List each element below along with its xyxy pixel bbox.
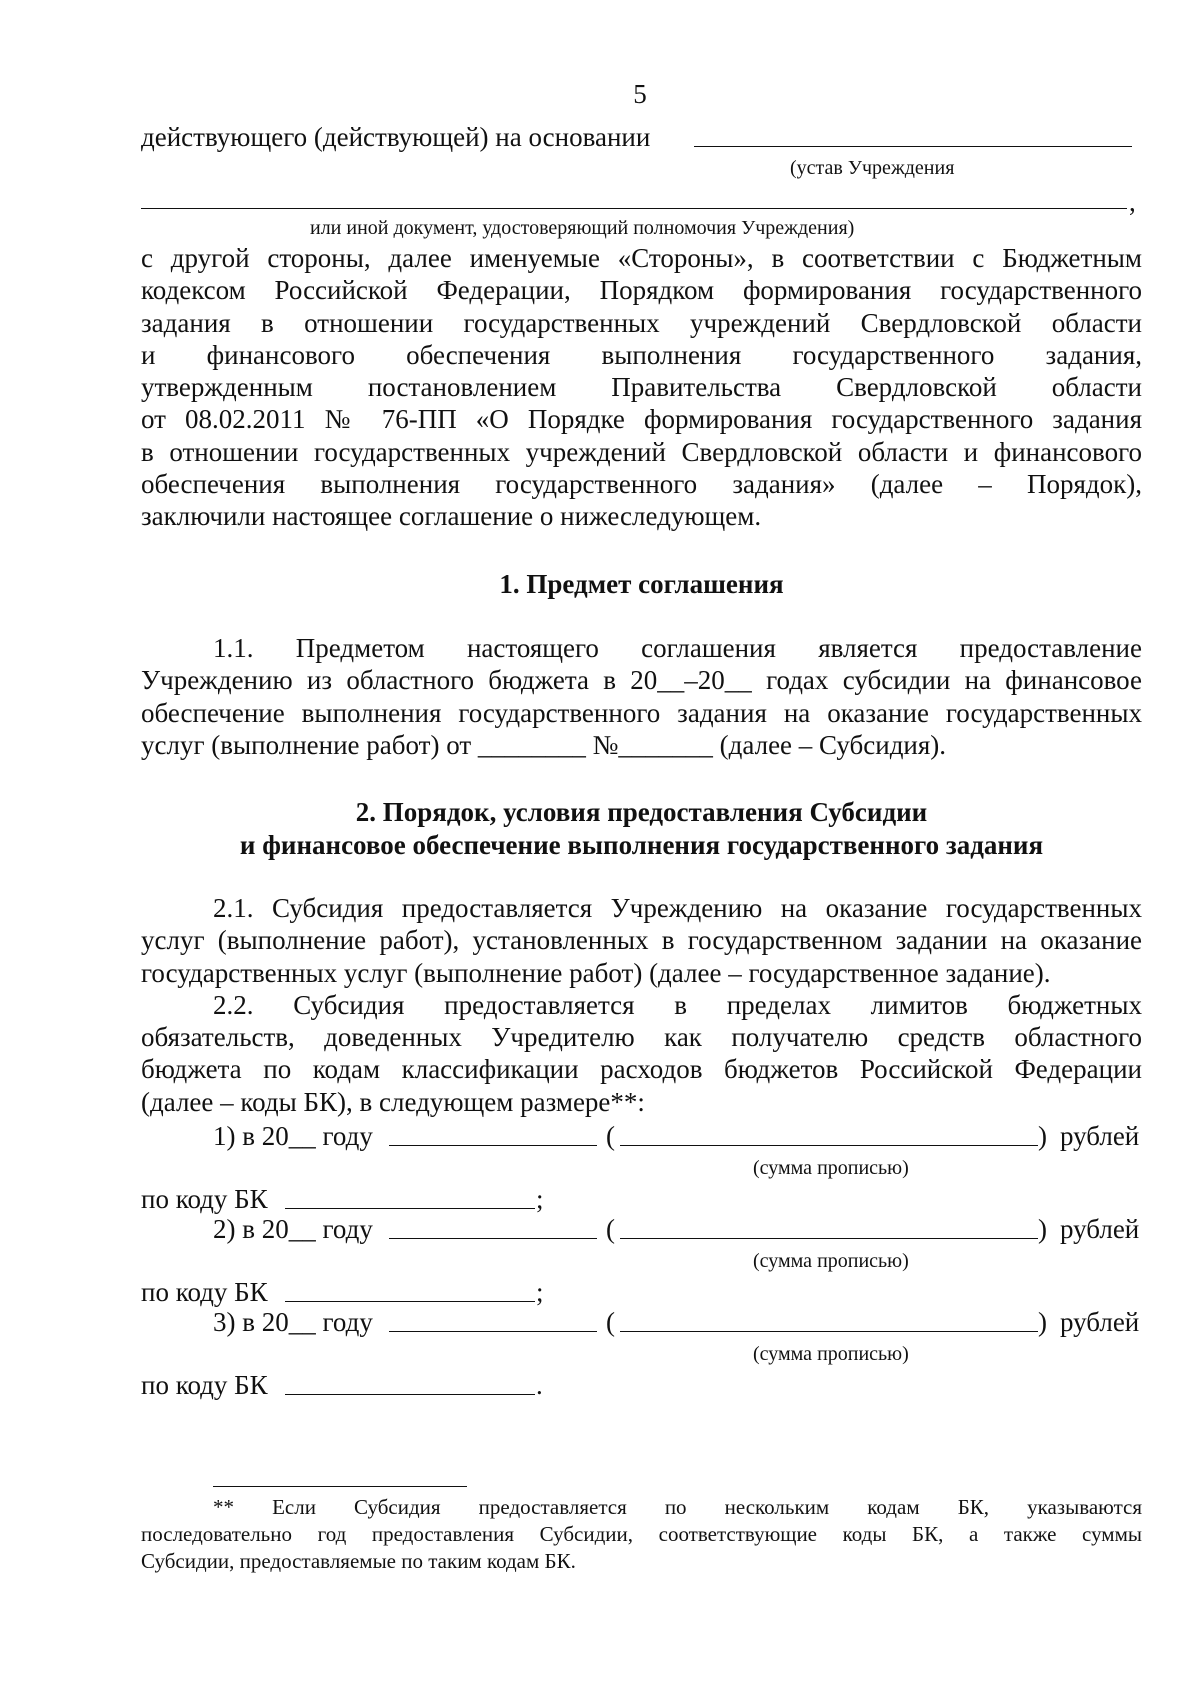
amount-words-blank-line: [620, 1145, 1038, 1146]
preamble-line: с другой стороны, далее именуемые «Стороны», в соответствии с Бюджетным: [141, 243, 1142, 273]
paren-close: ): [1038, 1307, 1047, 1337]
currency-label: рублей: [1060, 1214, 1140, 1244]
section-1-line: обеспечение выполнения государственного задания на оказание государственных: [141, 697, 1142, 728]
preamble-line: утвержденным постановлением Правительства Свердловской области: [141, 372, 1142, 403]
bk-code-blank-line: [285, 1208, 535, 1209]
paren-open: (: [606, 1214, 615, 1244]
page-number: 5: [633, 79, 647, 109]
preamble-line: заключили настоящее соглашение о нижеследующем.: [141, 501, 762, 532]
bk-line-end: ;: [536, 1277, 544, 1307]
caption-other-document: или иной документ, удостоверяющий полномочия Учреждения): [310, 217, 855, 239]
amount-words-blank-line: [620, 1331, 1038, 1332]
paren-close: ): [1038, 1214, 1047, 1244]
bk-code-blank-line: [285, 1301, 535, 1302]
caption-amount-words: (сумма прописью): [753, 1250, 909, 1272]
bk-line-end: ;: [536, 1184, 544, 1214]
footnote-line: ** Если Субсидия предоставляется по нескольким кодам БК, указываются: [213, 1495, 1142, 1519]
comma: ,: [1129, 187, 1136, 217]
caption-amount-words: (сумма прописью): [753, 1157, 909, 1179]
basis-blank-line: [694, 146, 1132, 147]
year-row-label: 1) в 20__ году: [213, 1121, 373, 1151]
bk-code-blank-line: [285, 1394, 535, 1395]
bk-code-label: по коду БК: [141, 1277, 268, 1307]
section-2-heading-line-1: 2. Порядок, условия предоставления Субсидии: [355, 797, 928, 827]
preamble-line: от 08.02.2011 № 76-ПП «О Порядке формирования государственного задания: [141, 404, 1142, 435]
paren-open: (: [606, 1307, 615, 1337]
preamble-line: кодексом Российской Федерации, Порядком формирования государственного: [141, 275, 1142, 306]
paren-open: (: [606, 1121, 615, 1151]
preamble-line: задания в отношении государственных учреждений Свердловской области: [141, 307, 1142, 338]
section-2-paragraph: [141, 892, 1142, 1118]
amount-blank-line: [389, 1145, 597, 1146]
section-2-heading-line-2: и финансовое обеспечение выполнения государственного задания: [239, 830, 1044, 860]
section-2-line: (далее – коды БК), в следующем размере**:: [141, 1086, 645, 1117]
preamble-line: обеспечения выполнения государственного задания» (далее – Порядок),: [141, 469, 1142, 500]
currency-label: рублей: [1060, 1121, 1140, 1151]
footnote-line: Субсидии, предоставляемые по таким кодам БК.: [141, 1549, 576, 1573]
section-2-line: обязательств, доведенных Учредителю как получателю средств областного: [141, 1022, 1142, 1053]
section-2-line: 2.2. Субсидия предоставляется в пределах лимитов бюджетных: [213, 989, 1142, 1020]
acting-basis-text: действующего (действующей) на основании: [141, 122, 651, 152]
document-blank-line: [141, 208, 1127, 209]
preamble-paragraph: [141, 242, 1142, 533]
caption-charter: (устав Учреждения: [790, 157, 955, 179]
footnote-separator: [213, 1486, 467, 1487]
year-row-label: 3) в 20__ году: [213, 1307, 373, 1337]
footnote: [141, 1494, 1142, 1575]
section-2-line: 2.1. Субсидия предоставляется Учреждению на оказание государственных: [213, 893, 1142, 923]
section-1-heading: 1. Предмет соглашения: [499, 569, 784, 599]
section-2-line: государственных услуг (выполнение работ) (далее – государственное задание).: [141, 957, 1051, 988]
section-1-line: услуг (выполнение работ) от ________ №_______ (далее – Субсидия).: [141, 729, 947, 760]
section-2-line: услуг (выполнение работ), установленных в государственном задании на оказание: [141, 925, 1142, 956]
section-1-line: Учреждению из областного бюджета в 20__–20__ годах субсидии на финансовое: [141, 665, 1142, 696]
amount-words-blank-line: [620, 1238, 1038, 1239]
currency-label: рублей: [1060, 1307, 1140, 1337]
preamble-line: и финансового обеспечения выполнения государственного задания,: [141, 339, 1142, 370]
section-1-paragraph: [141, 632, 1142, 761]
amount-blank-line: [389, 1331, 597, 1332]
preamble-line: в отношении государственных учреждений Свердловской области и финансового: [141, 436, 1142, 467]
amount-blank-line: [389, 1238, 597, 1239]
bk-code-label: по коду БК: [141, 1370, 268, 1400]
bk-line-end: .: [536, 1370, 543, 1400]
bk-code-label: по коду БК: [141, 1184, 268, 1214]
year-row-label: 2) в 20__ году: [213, 1214, 373, 1244]
paren-close: ): [1038, 1121, 1047, 1151]
section-1-line: 1.1. Предметом настоящего соглашения является предоставление: [213, 633, 1142, 663]
section-2-line: бюджета по кодам классификации расходов бюджетов Российской Федерации: [141, 1054, 1142, 1085]
caption-amount-words: (сумма прописью): [753, 1343, 909, 1365]
footnote-line: последовательно год предоставления Субсидии, соответствующие коды БК, а также суммы: [141, 1522, 1142, 1546]
